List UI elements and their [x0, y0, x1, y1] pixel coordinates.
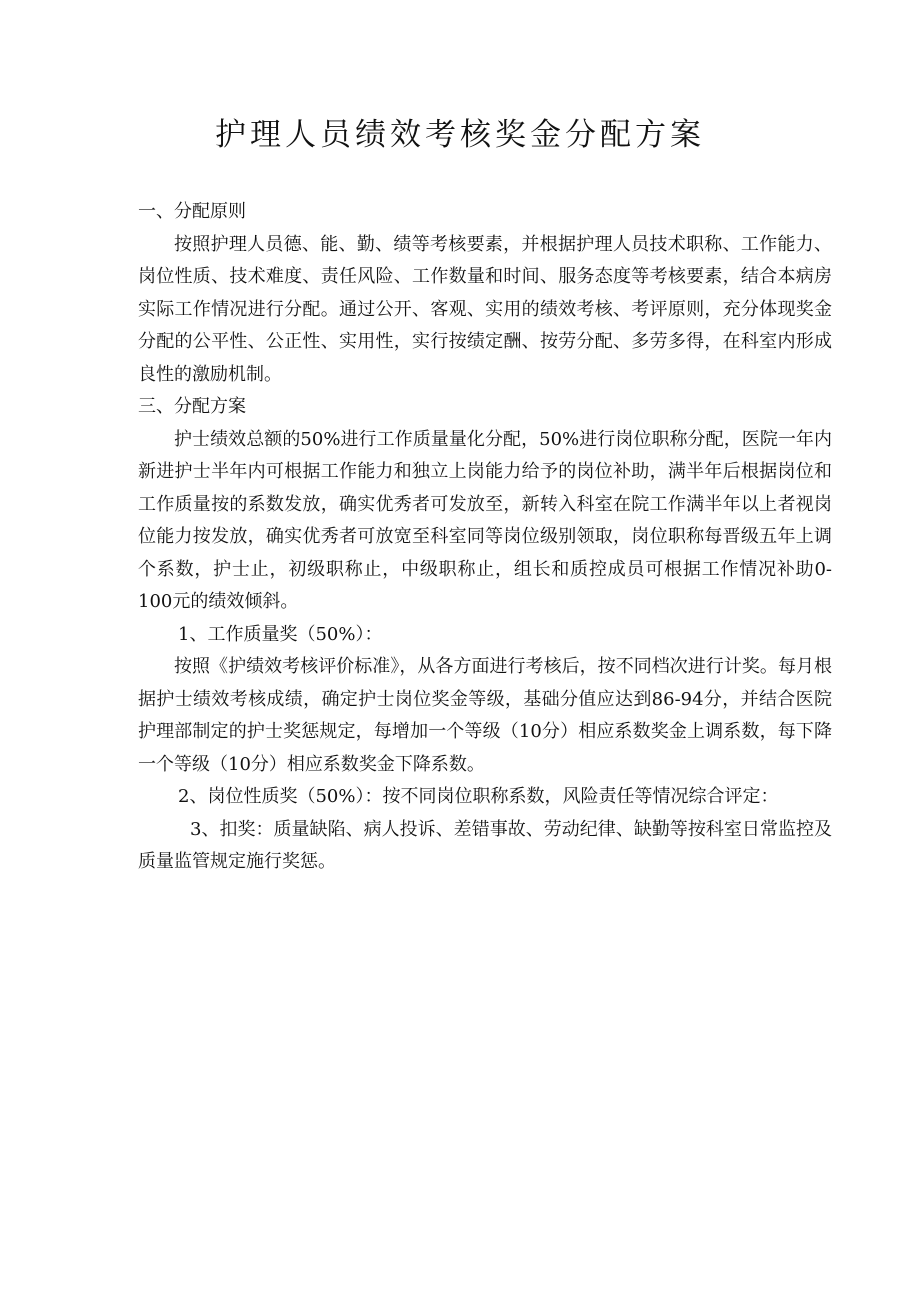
- document-body: [138, 196, 832, 879]
- document-title: 护理人员绩效考核奖金分配方案: [215, 117, 705, 153]
- paragraph-position-nature-bonus: 2、岗位性质奖（50%）：按不同岗位职称系数，风险责任等情况综合评定：: [178, 786, 779, 807]
- section-heading-distribution-principles: 一、分配原则: [138, 201, 246, 222]
- item-heading-work-quality-bonus: 1、工作质量奖（50%）：: [178, 623, 383, 645]
- paragraph-bonus-deductions: 3、扣奖：质量缺陷、病人投诉、差错事故、劳动纪律、缺勤等按科室日常监控及质量监管规定施行奖惩。: [138, 818, 832, 872]
- section-heading-distribution-plan: 三、分配方案: [138, 396, 246, 417]
- paragraph-work-quality-bonus: 按照《护绩效考核评价标准》，从各方面进行考核后，按不同档次进行计奖。每月根据护士绩效考核成绩，确定护士岗位奖金等级，基础分值应达到86-94分，并结合医院护理部制定的护士奖惩规定，每增加一个等级（10分）相应系数奖金上调系数，每下降一个等级（10分）相应系数奖金下降系数。: [138, 656, 832, 775]
- paragraph-distribution-principles: 按照护理人员德、能、勤、绩等考核要素，并根据护理人员技术职称、工作能力、岗位性质、技术难度、责任风险、工作数量和时间、服务态度等考核要素，结合本病房实际工作情况进行分配。通过公开、客观、实用的绩效考核、考评原则，充分体现奖金分配的公平性、公正性、实用性，实行按绩定酬、按劳分配、多劳多得，在科室内形成良性的激励机制。: [138, 233, 832, 385]
- paragraph-distribution-plan: 护士绩效总额的50%进行工作质量量化分配，50%进行岗位职称分配，医院一年内新进护士半年内可根据工作能力和独立上岗能力给予的岗位补助，满半年后根据岗位和工作质量按的系数发放，确实优秀者可发放至，新转入科室在院工作满半年以上者视岗位能力按发放，确实优秀者可放宽至科室同等岗位级别领取，岗位职称每晋级五年上调个系数，护士止，初级职称止，中级职称止，组长和质控成员可根据工作情况补助0-100元的绩效倾斜。: [138, 428, 832, 612]
